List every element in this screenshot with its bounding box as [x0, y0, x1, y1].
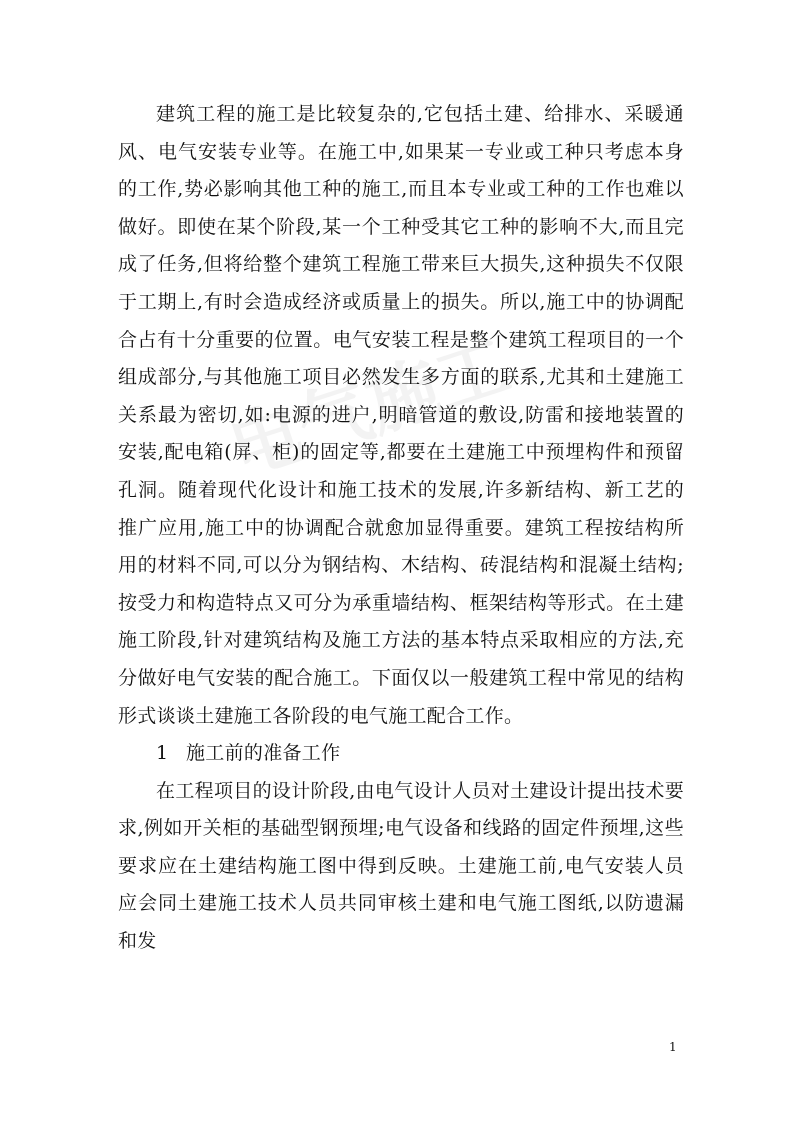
section-heading — [118, 735, 684, 773]
section-paragraph: 在工程项目的设计阶段,由电气设计人员对土建设计提出技术要求,例如开关柜的基础型钢预埋;电气设备和线路的固定件预埋,这些要求应在土建结构施工图中得到反映。土建施工前,电气安装人员应会同土建施工技术人员共同审核土建和电气施工图纸,以防遗漏和发 — [118, 779, 684, 953]
intro-paragraph: 建筑工程的施工是比较复杂的,它包括土建、给排水、采暖通风、电气安装专业等。在施工中,如果某一专业或工种只考虑本身的工作,势必影响其他工种的施工,而且本专业或工种的工作也难以做好。即使在某个阶段,某一个工种受其它工种的影响不大,而且完成了任务,但将给整个建筑工程施工带来巨大损失,这种损失不仅限于工期上,有时会造成经济或质量上的损失。所以,施工中的协调配合占有十分重要的位置。电气安装工程是整个建筑工程项目的一个组成部分,与其他施工项目必然发生多方面的联系,尤其和土建施工关系最为密切,如:电源的进户,明暗管道的敷设,防雷和接地装置的安装,配电箱(屏、柜)的固定等,都要在土建施工中预埋构件和预留孔洞。随着现代化设计和施工技术的发展,许多新结构、新工艺的推广应用,施工中的协调配合就愈加显得重要。建筑工程按结构所用的材料不同,可以分为钢结构、木结构、砖混结构和混凝土结构;按受力和构造特点又可分为承重墙结构、框架结构等形式。在土建施工阶段,针对建筑结构及施工方法的基本特点采取相应的方法,充分做好电气安装的配合施工。下面仅以一般建筑工程中常见的结构形式谈谈土建施工各阶段的电气施工配合工作。 — [118, 103, 684, 727]
section-title: 施工前的准备工作 — [186, 742, 341, 765]
section-number: 1 — [156, 742, 169, 765]
page-number: 1 — [669, 1040, 677, 1054]
body-text — [118, 96, 684, 961]
